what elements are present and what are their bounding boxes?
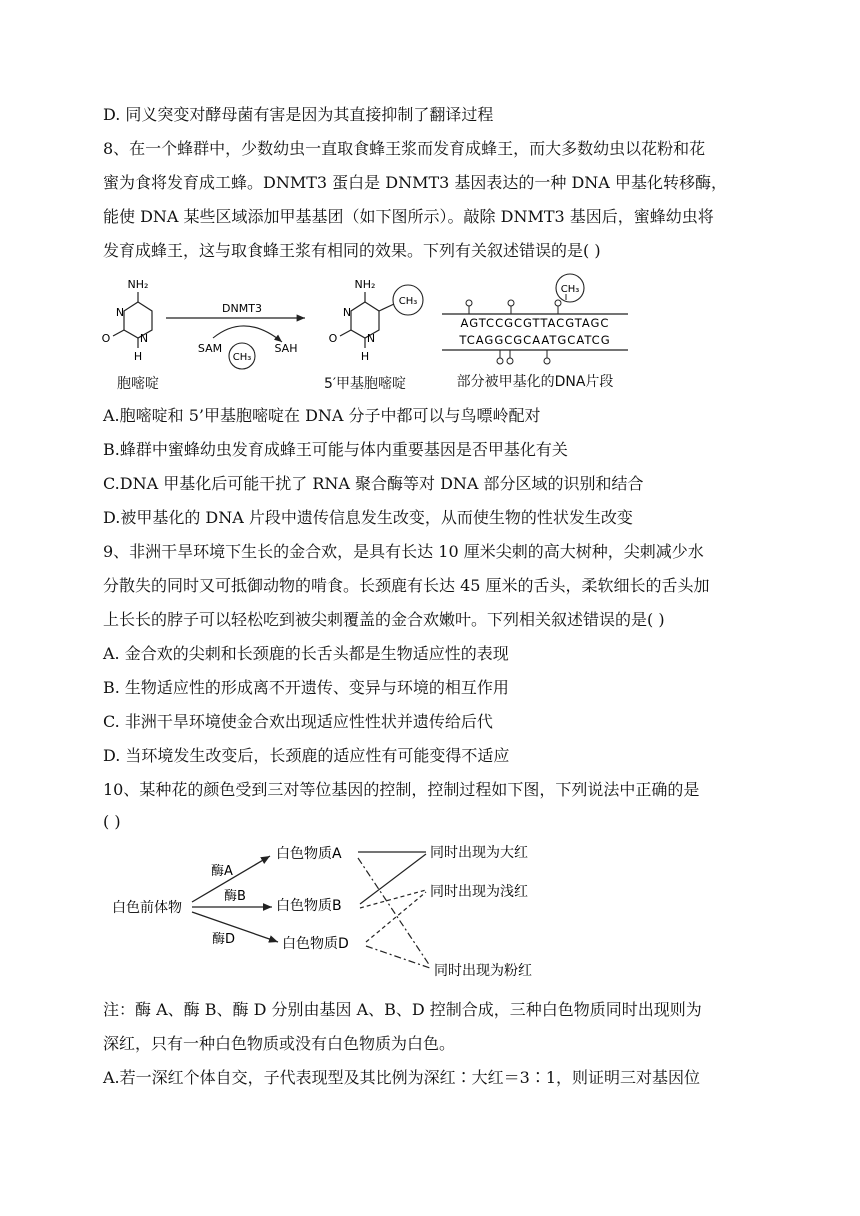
substance-a-label: 白色物质A <box>276 846 342 862</box>
sah-label: SAH <box>274 342 298 355</box>
q10-option-a: A.若一深红个体自交，子代表现型及其比例为深红∶大红＝3∶1，则证明三对基因位 <box>103 1068 701 1087</box>
line-b-to-red <box>360 854 426 904</box>
substance-b-label: 白色物质B <box>276 898 342 914</box>
sam-sah-curve-arrow <box>213 326 282 342</box>
q8-option-a: A.胞嘧啶和 5’甲基胞嘧啶在 DNA 分子中都可以与鸟嘌岭配对 <box>103 406 541 425</box>
q7-option-d: D. 同义突变对酵母菌有害是因为其直接抑制了翻译过程 <box>103 105 494 124</box>
methylcytosine-caption: 5′甲基胞嘧啶 <box>323 376 407 392</box>
sam-label: SAM <box>197 342 223 355</box>
q10-stem-line-1: 10、某种花的颜色受到三对等位基因的控制，控制过程如下图，下列说法中正确的是 <box>103 780 700 799</box>
q8-stem-line-3: 能使 DNA 某些区域添加甲基基团（如下图所示）。敲除 DNMT3 基因后，蜜蜂幼虫将 <box>103 207 714 226</box>
result-red-label: 同时出现为大红 <box>430 845 528 861</box>
n1-label: N <box>139 332 149 345</box>
q10-note-line-1: 注：酶 A、酶 B、酶 D 分别由基因 A、B、D 控制合成，三种白色物质同时出现则为 <box>103 1000 702 1019</box>
nh2-label: NH₂ <box>127 278 149 291</box>
ch3-label-reaction: CH₃ <box>232 352 252 363</box>
line-d-to-light-red <box>366 892 426 942</box>
n3-label-2: N <box>342 306 352 319</box>
result-light-red-label: 同时出现为浅红 <box>430 884 528 900</box>
enzyme-a-label: 酶A <box>211 864 233 879</box>
q9-stem-line-2: 分散失的同时又可抵御动物的啃食。长颈鹿有长达 45 厘米的舌头，柔软细长的舌头加 <box>103 576 710 595</box>
ch3-label-product: CH₃ <box>398 296 418 307</box>
o-label: O <box>101 332 111 345</box>
o-label-2: O <box>328 332 338 345</box>
q9-stem-line-3: 上长长的脖子可以轻松吃到被尖刺覆盖的金合欢嫩叶。下列相关叙述错误的是( ) <box>103 610 665 629</box>
n3-label: N <box>115 306 125 319</box>
q8-option-c: C.DNA 甲基化后可能干扰了 RNA 聚合酶等对 DNA 部分区域的识别和结合 <box>103 474 644 493</box>
dna-fragment <box>442 274 628 364</box>
q10-stem-line-2: ( ) <box>103 812 121 831</box>
h-label-2: H <box>360 350 370 363</box>
h-label: H <box>133 350 143 363</box>
nh2-label-2: NH₂ <box>354 278 376 291</box>
dna-top-strand: AGTCCGCGTTACGTAGC <box>460 316 610 330</box>
enzyme-d-label: 酶D <box>212 932 236 947</box>
line-a-to-pink <box>358 858 430 966</box>
precursor-label: 白色前体物 <box>112 900 182 916</box>
flower-color-pathway-diagram <box>108 838 548 982</box>
q8-stem-line-4: 发育成蜂王，这与取食蜂王浆有相同的效果。下列有关叙述错误的是( ) <box>103 241 601 260</box>
ch3-label-dna: CH₃ <box>560 284 580 295</box>
q8-option-d: D.被甲基化的 DNA 片段中遗传信息发生改变，从而使生物的性状发生改变 <box>103 508 633 527</box>
result-pink-label: 同时出现为粉红 <box>434 963 532 979</box>
q8-stem-line-1: 8、在一个蜂群中，少数幼虫一直取食蜂王浆而发育成蜂王，而大多数幼虫以花粉和花 <box>103 139 706 158</box>
dna-bottom-strand: TCAGGCGCAATGCATCG <box>459 333 611 347</box>
substance-d-label: 白色物质D <box>282 936 349 952</box>
enzyme-b-label: 酶B <box>224 889 246 904</box>
cytosine-caption: 胞嘧啶 <box>117 376 159 392</box>
q9-option-a: A. 金合欢的尖刺和长颈鹿的长舌头都是生物适应性的表现 <box>103 644 509 663</box>
line-b-to-light-red <box>360 890 426 908</box>
q9-stem-line-1: 9、非洲干旱环境下生长的金合欢，是具有长达 10 厘米尖刺的高大树种，尖刺减少水 <box>103 542 704 561</box>
q9-option-c: C. 非洲干旱环境使金合欢出现适应性性状并遗传给后代 <box>103 712 493 731</box>
q8-option-b: B.蜂群中蜜蜂幼虫发育成蜂王可能与体内重要基因是否甲基化有关 <box>103 440 568 459</box>
q8-stem-line-2: 蜜为食将发育成工蜂。DNMT3 蛋白是 DNMT3 基因表达的一种 DNA 甲基化转移酶， <box>103 173 727 192</box>
q9-option-d: D. 当环境发生改变后，长颈鹿的适应性有可能变得不适应 <box>103 746 510 765</box>
methylation-figure <box>100 272 640 394</box>
n1-label-2: N <box>366 332 376 345</box>
line-d-to-pink <box>366 946 430 968</box>
dnmt3-label: DNMT3 <box>222 302 262 315</box>
fragment-caption: 部分被甲基化的DNA片段 <box>456 374 614 390</box>
q9-option-b: B. 生物适应性的形成离不开遗传、变异与环境的相互作用 <box>103 678 509 697</box>
q10-note-line-2: 深红，只有一种白色物质或没有白色物质为白色。 <box>103 1034 456 1053</box>
